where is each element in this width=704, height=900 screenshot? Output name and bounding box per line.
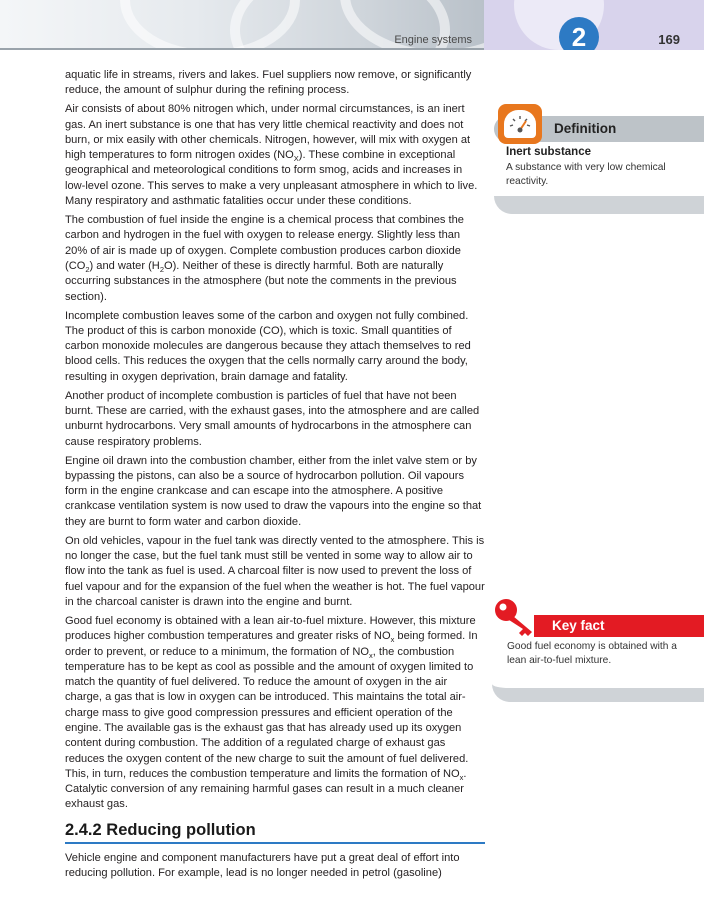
definition-term: Inert substance [506, 146, 591, 158]
page-number: 169 [658, 32, 680, 47]
definition-text: A substance with very low chemical reactivity. [506, 162, 666, 187]
body-paragraphs [65, 68, 485, 813]
header-rule [0, 48, 484, 50]
text-run: Air consists of about 80% nitrogen which, under normal circumstances, is an inert gas. An inert substance is one that has very little chemical reactivity and does not burn, or mix easily with other chemicals. Nitrogen, however, will mix with oxygen at high temperatures to form nitrogen oxides (NO [65, 103, 471, 162]
definition-box [494, 104, 704, 214]
body-paragraph [65, 534, 485, 610]
text-run: Incomplete combustion leaves some of the carbon and oxygen not fully combined. The product of this is carbon monoxide (CO), which is toxic. Small quantities of carbon monoxide molecules are dangerous because they attach themselves to red blood cells. This reduces the oxygen that the cells normally carry around the body, resulting in oxygen deprivation, brain damage and fatality. [65, 309, 471, 383]
subscript: x [459, 773, 464, 783]
key-fact-text: Good fuel economy is obtained with a lean air-to-fuel mixture. [507, 641, 677, 666]
key-icon [492, 596, 540, 644]
main-text [65, 68, 485, 885]
subscript: x [368, 650, 373, 660]
text-run: On old vehicles, vapour in the fuel tank was directly vented to the atmosphere. This is no longer the case, but the fuel tank must still be vented in some way to allow air to flow into the tank as fuel is used. A charcoal filter is now used to prevent the loss of fuel vapour and for the expansion of the fuel when the weather is hot. The fuel vapour in the charcoal canister is drawn into the engine and burnt. [65, 534, 485, 608]
body-paragraph [65, 389, 485, 450]
text-run: , the combustion temperature has to be kept as cool as possible and the amount of oxygen limited to match the quantity of fuel delivered. To reduce the amount of oxygen in the air charge, a gas that is low in oxygen can be introduced. This maintains the total air-charge mass to give good compression pressures and efficient operation of the engine. The available gas is the exhaust gas that has already used up its oxygen content during combustion. The addition of a regulated charge of exhaust gas reduces the oxygen content of the new charge to suit the amount of fuel delivered. This, in turn, reduces the combustion temperature and limits the formation of NO [65, 645, 474, 780]
body-paragraph [65, 213, 485, 305]
text-run: O). Neither of these is directly harmful. Both are naturally occurring substances in the atmosphere (but note the comments in the previous section). [65, 259, 457, 303]
subscript: x [390, 635, 395, 645]
subscript: 2 [85, 265, 90, 275]
section-heading: 2.4.2 Reducing pollution [65, 823, 485, 844]
body-paragraph [65, 102, 485, 209]
running-title: Engine systems [394, 34, 472, 46]
definition-title: Definition [554, 121, 617, 136]
gauge-icon [498, 104, 542, 144]
section-paragraph: Vehicle engine and component manufacturers have put a great deal of effort into reducing pollution. For example, lead is no longer needed in petrol (gasoline) [65, 852, 460, 880]
subscript: X [293, 154, 299, 164]
body-paragraph [65, 309, 485, 385]
text-run: ). These combine in exceptional geographical and meteorological conditions to form smog, acids and increases in low-level ozone. This serves to make a very unpleasant atmosphere in which to live. Many respiratory and asthmatic fatalities occur under these conditions. [65, 149, 478, 208]
key-fact-box [492, 596, 704, 702]
text-run: Good fuel economy is obtained with a lean air-to-fuel mixture. However, this mixture produces higher combustion temperatures and greater risks of NO [65, 614, 476, 643]
key-fact-title: Key fact [552, 618, 605, 633]
text-run: Another product of incomplete combustion is particles of fuel that have not been burnt. These are carried, with the exhaust gases, into the atmosphere and are called unburnt hydrocarbons. Very small amounts of hydrocarbons in the atmosphere can cause respiratory problems. [65, 389, 480, 448]
key-fact-header [534, 615, 704, 637]
text-run: being formed. In order to prevent, or reduce to a minimum, the formation of NO [65, 630, 478, 658]
text-run: ) and water (H [89, 259, 160, 272]
chapter-number: 2 [559, 17, 599, 50]
body-paragraph [65, 68, 485, 99]
body-paragraph [65, 614, 485, 813]
text-run: aquatic life in streams, rivers and lakes. Fuel suppliers now remove, or significantly reduce, the amount of sulphur during the refining process. [65, 69, 472, 97]
text-run: Engine oil drawn into the combustion chamber, either from the inlet valve stem or by bypassing the pistons, can also be a source of hydrocarbon pollution. Oil vapours form in the engine crankcase and can escape into the atmosphere. A positive crankcase ventilation system is now used to draw the vapours into the engine so that they are burnt to form water and carbon dioxide. [65, 454, 482, 528]
text-run: The combustion of fuel inside the engine is a chemical process that combines the carbon and hydrogen in the fuel with oxygen to release energy. Slightly less than 20% of air is made up of oxygen. Complete combustion produces carbon dioxide (CO [65, 214, 464, 272]
subscript: 2 [159, 265, 164, 275]
text-run: . Catalytic conversion of any remaining harmful gases can result in a much cleaner exhaust gas. [65, 767, 467, 811]
body-paragraph [65, 454, 485, 530]
